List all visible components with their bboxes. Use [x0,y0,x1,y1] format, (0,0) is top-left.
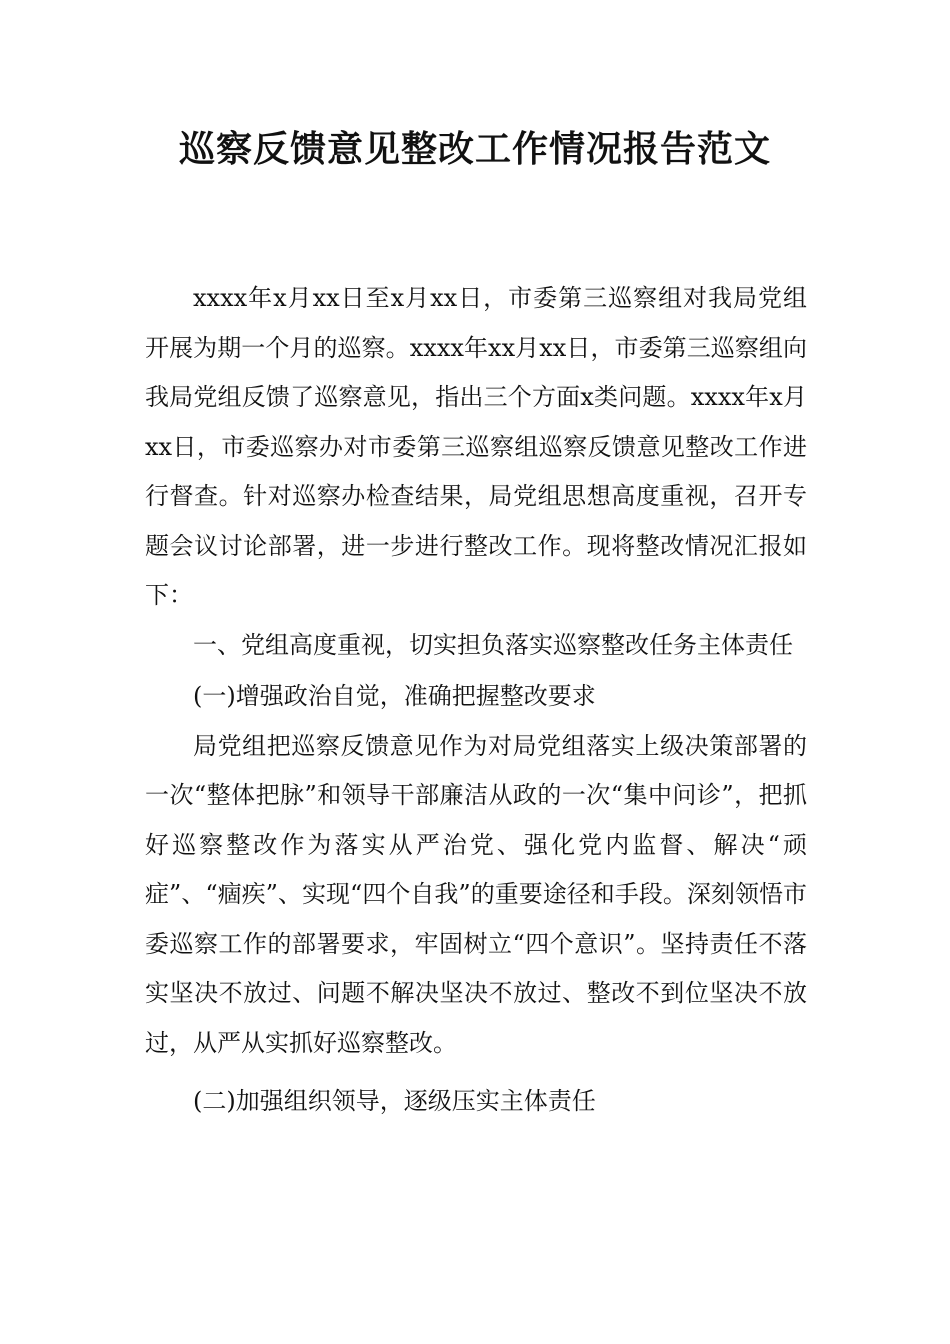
document-body [145,274,807,1127]
subsection-heading-2: (二)加强组织领导，逐级压实主体责任 [193,1087,596,1115]
paragraph-body-1: 局党组把巡察反馈意见作为对局党组落实上级决策部署的一次“整体把脉”和领导干部廉洁从政的一次“集中问诊”，把抓好巡察整改作为落实从严治党、强化党内监督、解决“顽症”、“痼疾”、实现“四个自我”的重要途径和手段。深刻领悟市委巡察工作的部署要求，牢固树立“四个意识”。坚持责任不落实坚决不放过、问题不解决坚决不放过、整改不到位坚决不放过，从严从实抓好巡察整改。 [145,731,807,1057]
subsection-heading-1: (一)增强政治自觉，准确把握整改要求 [193,682,596,710]
document-title: 巡察反馈意见整改工作情况报告范文 [178,129,771,170]
paragraph-intro: xxxx年x月xx日至x月xx日，市委第三巡察组对我局党组开展为期一个月的巡察。xxxx年xx月xx日，市委第三巡察组向我局党组反馈了巡察意见，指出三个方面x类问题。xxxx年x月xx日，市委巡察办对市委第三巡察组巡察反馈意见整改工作进行督查。针对巡察办检查结果，局党组思想高度重视，召开专题会议讨论部署，进一步进行整改工作。现将整改情况汇报如下： [145,284,807,609]
section-heading-1: 一、党组高度重视，切实担负落实巡察整改任务主体责任 [193,630,793,659]
